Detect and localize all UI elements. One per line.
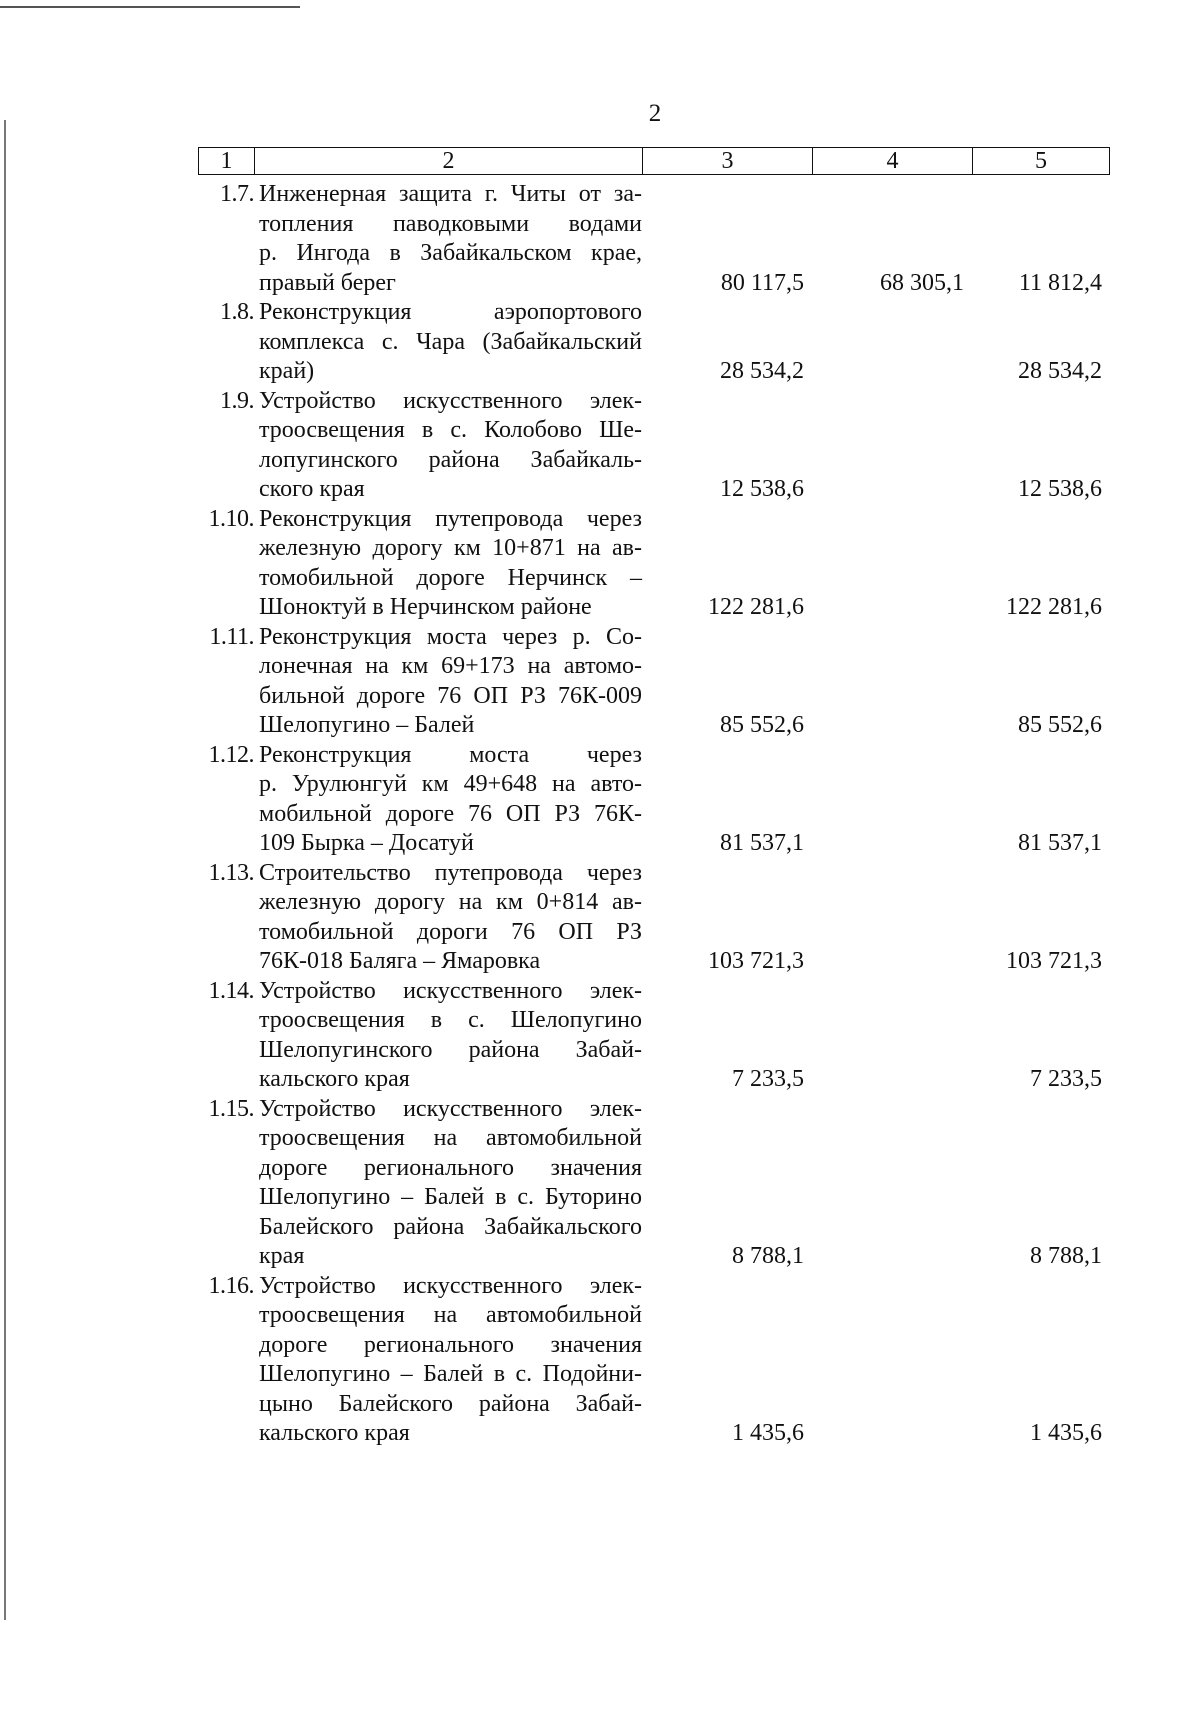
row-description	[254, 623, 642, 741]
description-line: р. Ингода в Забайкальском крае,	[259, 240, 642, 266]
table-row	[198, 180, 1110, 298]
description-line: правый берег	[259, 269, 396, 296]
description-line: лонечная на км 69+173 на автомо-	[259, 653, 642, 679]
description-line: Шоноктуй в Нерчинском районе	[259, 594, 592, 620]
row-value-col-3: 28 534,2	[720, 358, 804, 384]
description-line: Реконструкция путепровода через	[259, 505, 642, 532]
row-number: 1.7.	[220, 181, 254, 207]
row-value-col-5: 12 538,6	[1018, 476, 1102, 502]
description-line: р. Урулюнгуй км 49+648 на авто-	[259, 771, 642, 797]
column-header-2: 2	[255, 148, 643, 174]
row-value-col-5: 7 233,5	[1030, 1066, 1102, 1092]
row-number: 1.13.	[208, 859, 254, 886]
row-number: 1.9.	[220, 387, 254, 414]
description-line: железную дорогу на км 0+814 ав-	[259, 889, 642, 915]
row-description	[254, 505, 642, 623]
row-value-col-4: 68 305,1	[880, 269, 964, 296]
row-description	[254, 387, 642, 505]
table-row	[198, 859, 1110, 977]
row-description	[254, 180, 642, 298]
description-line: бильной дороге 76 ОП РЗ 76К-009	[259, 682, 642, 709]
row-value-col-3: 122 281,6	[708, 594, 804, 620]
description-line: ского края	[259, 476, 365, 502]
column-header-1: 1	[199, 148, 255, 174]
description-line: томобильной дороги 76 ОП РЗ	[259, 918, 642, 945]
table-row	[198, 298, 1110, 387]
description-line: Устройство искусственного элек-	[259, 1095, 642, 1122]
row-value-col-5: 122 281,6	[1006, 594, 1102, 620]
page-number: 2	[648, 100, 662, 127]
description-line: кальского края	[259, 1066, 410, 1092]
description-line: лопугинского района Забайкаль-	[259, 446, 642, 473]
row-value-col-5: 85 552,6	[1018, 712, 1102, 738]
row-description	[254, 859, 642, 977]
table-row	[198, 623, 1110, 741]
row-description	[254, 298, 642, 387]
scan-edge-top	[0, 6, 300, 8]
table-row	[198, 977, 1110, 1095]
table-row	[198, 1095, 1110, 1272]
table-body	[198, 180, 1110, 1449]
table-row	[198, 1272, 1110, 1449]
row-value-col-5: 103 721,3	[1006, 948, 1102, 974]
row-number: 1.16.	[208, 1272, 254, 1299]
description-line: Шелопугино – Балей в с. Буторино	[259, 1184, 642, 1210]
description-line: троосвещения на автомобильной	[259, 1302, 642, 1328]
column-header-5: 5	[1035, 147, 1047, 174]
description-line: Инженерная защита г. Читы от за-	[259, 181, 642, 207]
description-line: топления паводковыми водами	[259, 210, 642, 237]
row-value-col-3: 12 538,6	[720, 476, 804, 502]
row-number: 1.12.	[208, 741, 254, 768]
row-value-col-5: 28 534,2	[1018, 358, 1102, 384]
row-description	[254, 1272, 642, 1449]
description-line: Реконструкция моста через р. Со-	[259, 623, 642, 650]
table-row	[198, 387, 1110, 505]
description-line: троосвещения в с. Колобово Ше-	[259, 417, 642, 443]
description-line: край)	[259, 358, 315, 384]
row-number: 1.11.	[209, 623, 254, 650]
column-header-row	[198, 147, 1110, 175]
row-value-col-5: 8 788,1	[1030, 1243, 1102, 1269]
row-description	[254, 977, 642, 1095]
column-header-4: 4	[813, 148, 973, 174]
row-value-col-3: 85 552,6	[720, 712, 804, 738]
table-row	[198, 505, 1110, 623]
description-line: комплекса с. Чара (Забайкальский	[259, 328, 642, 355]
description-line: Шелопугино – Балей	[259, 712, 475, 738]
description-line: Шелопугино – Балей в с. Подойни-	[259, 1361, 642, 1387]
description-line: Устройство искусственного элек-	[259, 387, 642, 414]
row-value-col-3: 7 233,5	[732, 1066, 804, 1092]
description-line: 109 Бырка – Досатуй	[259, 830, 474, 856]
description-line: цыно Балейского района Забай-	[259, 1390, 642, 1417]
row-value-col-3: 8 788,1	[732, 1243, 804, 1269]
row-description	[254, 1095, 642, 1272]
description-line: Реконструкция аэропортового	[259, 299, 642, 325]
description-line: троосвещения в с. Шелопугино	[259, 1007, 642, 1033]
description-line: Устройство искусственного элек-	[259, 1272, 642, 1299]
description-line: томобильной дороге Нерчинск –	[259, 564, 642, 591]
description-line: края	[259, 1243, 305, 1269]
row-value-col-3: 103 721,3	[708, 948, 804, 974]
row-value-col-5: 1 435,6	[1030, 1420, 1102, 1446]
row-description	[254, 741, 642, 859]
row-value-col-3: 80 117,5	[720, 269, 804, 296]
row-value-col-3: 1 435,6	[732, 1420, 804, 1446]
description-line: дороге регионального значения	[259, 1154, 642, 1181]
description-line: мобильной дороге 76 ОП РЗ 76К-	[259, 800, 642, 827]
description-line: Балейского района Забайкальского	[259, 1213, 642, 1240]
row-value-col-3: 81 537,1	[720, 830, 804, 856]
description-line: Устройство искусственного элек-	[259, 977, 642, 1004]
table-row	[198, 741, 1110, 859]
description-line: дороге регионального значения	[259, 1331, 642, 1358]
description-line: железную дорогу км 10+871 на ав-	[259, 535, 642, 561]
column-header-3: 3	[643, 148, 813, 174]
row-number: 1.15.	[208, 1095, 254, 1122]
scan-edge-left	[4, 120, 6, 1620]
description-line: Строительство путепровода через	[259, 859, 642, 886]
row-number: 1.8.	[220, 299, 254, 325]
description-line: Реконструкция моста через	[259, 741, 642, 768]
description-line: Шелопугинского района Забай-	[259, 1036, 642, 1063]
row-number: 1.14.	[208, 977, 254, 1004]
row-value-col-5: 11 812,4	[1018, 269, 1102, 296]
description-line: троосвещения на автомобильной	[259, 1125, 642, 1151]
description-line: 76К-018 Баляга – Ямаровка	[259, 948, 541, 974]
row-number: 1.10.	[208, 505, 254, 532]
description-line: кальского края	[259, 1420, 410, 1446]
row-value-col-5: 81 537,1	[1018, 830, 1102, 856]
